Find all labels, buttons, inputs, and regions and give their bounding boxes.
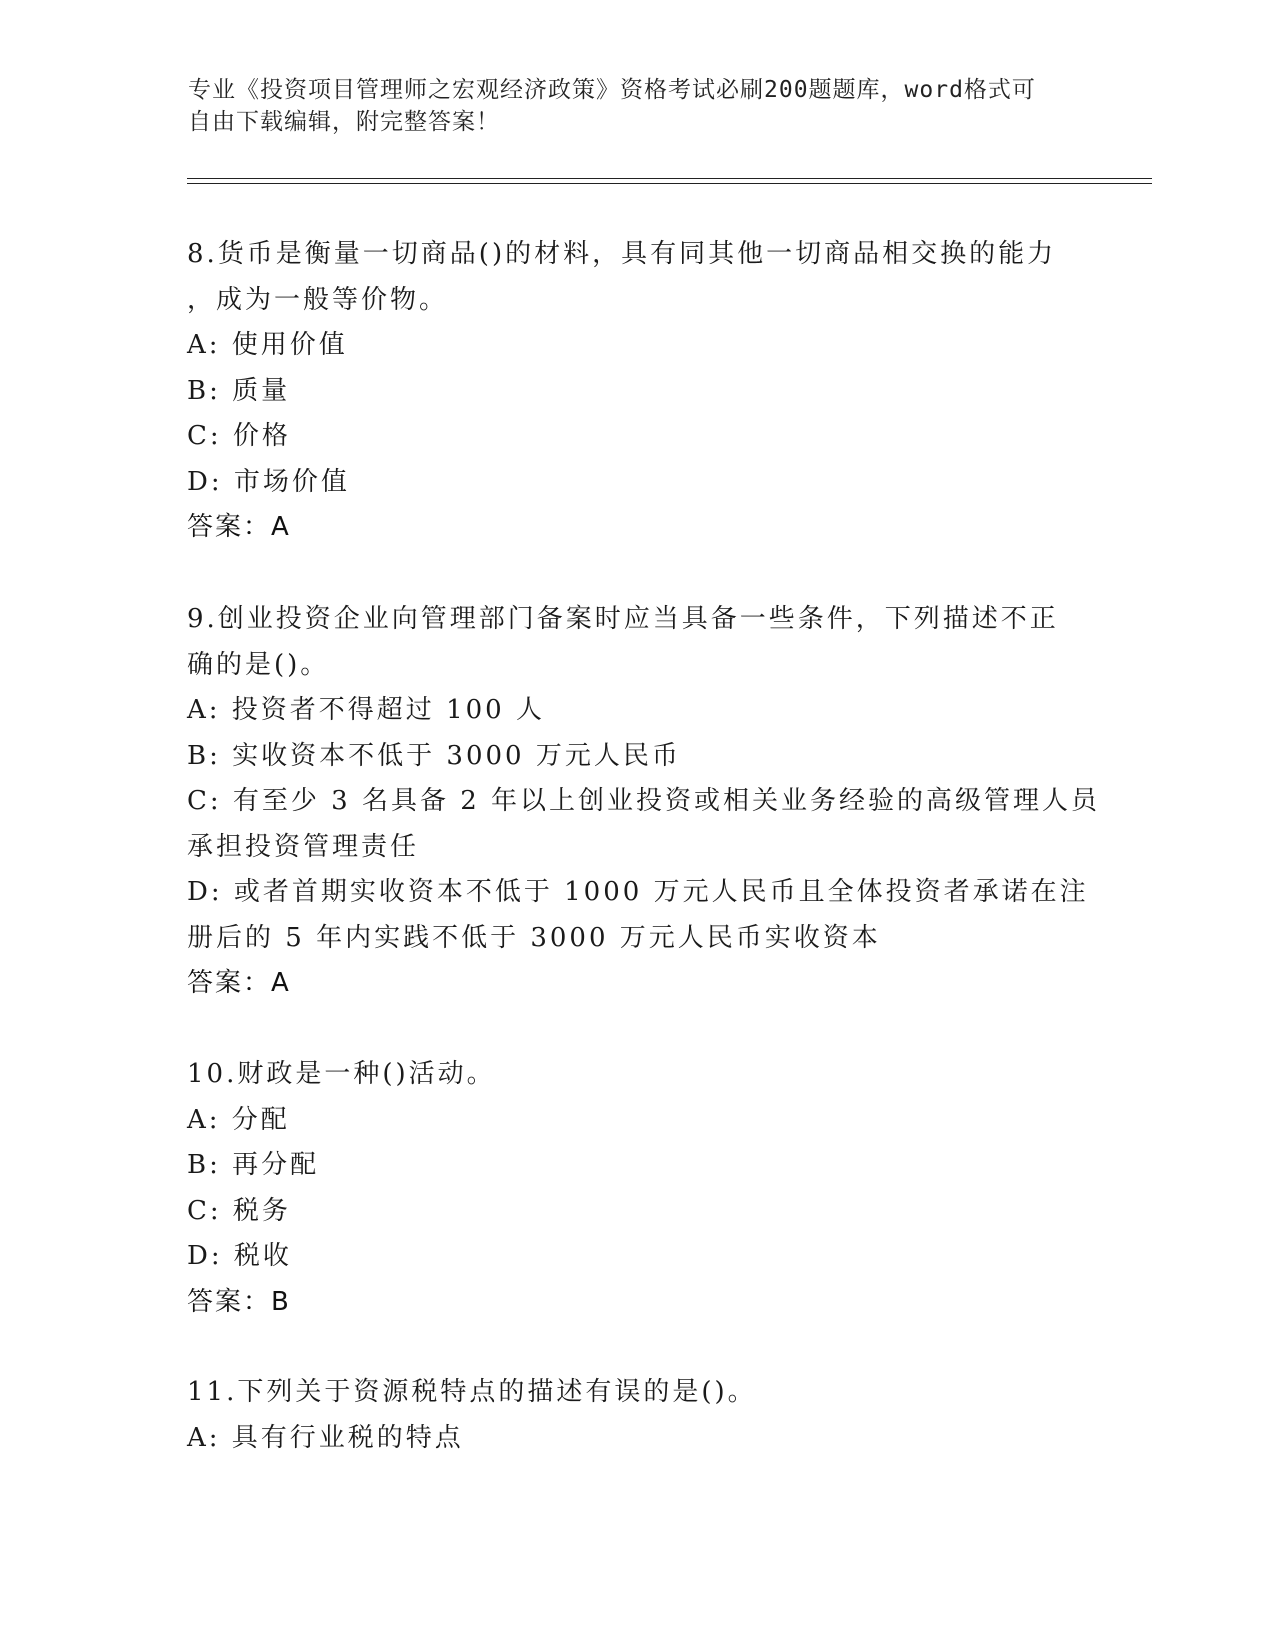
option-b: B: 质量 [187,375,291,406]
question-stem-line: ，成为一般等价物。 [187,284,449,315]
option-a: A: 具有行业税的特点 [187,1422,464,1453]
option-a: A: 分配 [187,1104,290,1135]
option-c: C: 税务 [187,1195,291,1226]
question-stem-line: 9.创业投资企业向管理部门备案时应当具备一些条件，下列描述不正 [187,604,1059,634]
question-stem-line: 确的是()。 [187,649,330,680]
header-line-1: 专业《投资项目管理师之宏观经济政策》资格考试必刷200题题库，word格式可 [188,77,1036,103]
option-d-continued: 册后的 5 年内实践不低于 3000 万元人民币实收资本 [187,922,881,953]
question-8 [187,232,1087,551]
question-stem-line: 11.下列关于资源税特点的描述有误的是()。 [187,1377,757,1407]
header-divider-bottom [187,183,1152,184]
option-a: A: 使用价值 [187,330,348,360]
question-stem-line: 8.货币是衡量一切商品()的材料，具有同其他一切商品相交换的能力 [187,239,1057,269]
option-b: B: 再分配 [187,1150,320,1180]
option-a: A: 投资者不得超过 100 人 [187,695,545,725]
header-divider-top [187,178,1152,179]
option-c: C: 有至少 3 名具备 2 年以上创业投资或相关业务经验的高级管理人员 [187,786,1101,816]
question-10 [187,1052,1087,1325]
answer-label: 答案：B [187,1286,291,1317]
option-c: C: 价格 [187,421,291,451]
question-stem-line: 10.财政是一种()活动。 [187,1059,496,1089]
option-d: D: 市场价值 [187,466,350,497]
option-b: B: 实收资本不低于 3000 万元人民币 [187,740,681,771]
option-d: D: 或者首期实收资本不低于 1000 万元人民币且全体投资者承诺在注 [187,877,1089,907]
answer-label: 答案：A [187,512,291,542]
option-c-continued: 承担投资管理责任 [187,831,420,862]
document-header [188,74,1068,138]
question-11 [187,1370,1087,1461]
option-d: D: 税收 [187,1241,292,1271]
question-9 [187,597,1101,1007]
header-line-2: 自由下载编辑，附完整答案！ [188,109,500,135]
answer-label: 答案：A [187,968,291,998]
